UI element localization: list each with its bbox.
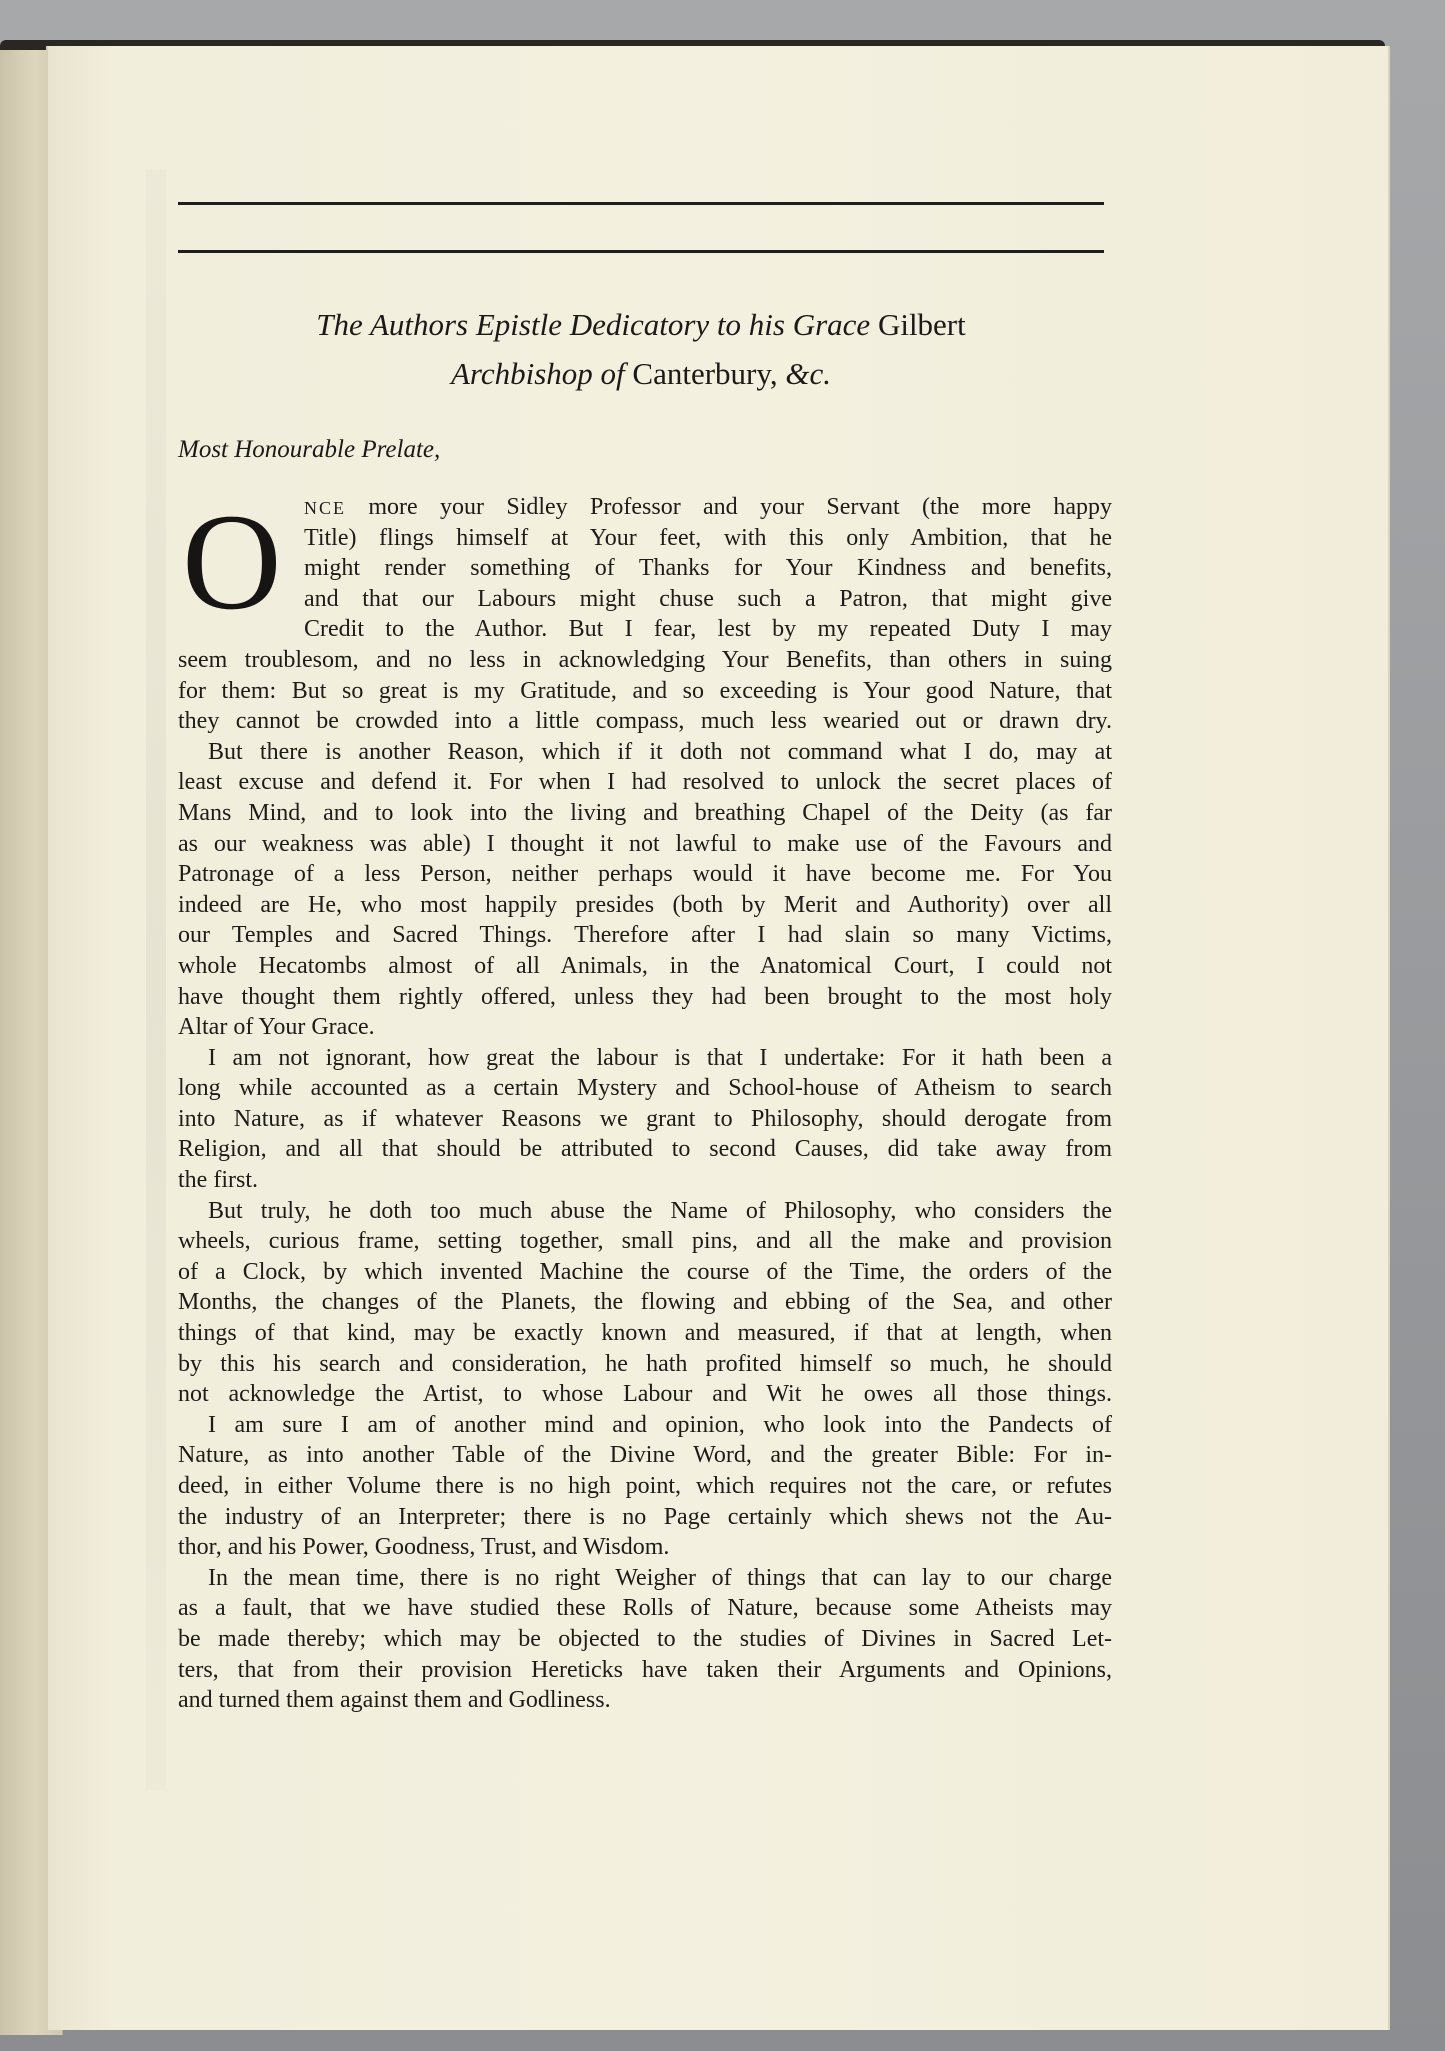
top-rule: [178, 202, 1104, 205]
text-line: the first.: [178, 1167, 258, 1194]
epistle-body: [178, 485, 1112, 1716]
text-line: But there is another Reason, which if it doth not command what I do, may at: [208, 738, 1112, 765]
text-line: and turned them against them and Godliness.: [178, 1687, 611, 1714]
text-line: Patronage of a less Person, neither perhaps would it have become me. For You: [178, 861, 1112, 888]
text-line: Months, the changes of the Planets, the flowing and ebbing of the Sea, and other: [178, 1289, 1112, 1316]
text-line: Title) flings himself at Your feet, with this only Ambition, that he: [304, 524, 1112, 551]
second-rule: [178, 250, 1104, 253]
text-line: not acknowledge the Artist, to whose Labour and Wit he owes all those things.: [178, 1381, 1112, 1408]
title-roman-2: Canterbury,: [632, 356, 778, 391]
title-italic-2a: Archbishop of: [451, 356, 625, 391]
text-line-1: [304, 492, 1112, 523]
text-line: might render something of Thanks for Your Kindness and benefits,: [304, 555, 1112, 582]
text-line: But truly, he doth too much abuse the Name of Philosophy, who considers the: [208, 1197, 1112, 1224]
title-line-1: [178, 300, 1104, 349]
text-line: our Temples and Sacred Things. Therefore after I had slain so many Victims,: [178, 922, 1112, 949]
show-through-shadow: [146, 170, 166, 1790]
title-roman-1: Gilbert: [877, 307, 966, 342]
text-line: the industry of an Interpreter; there is no Page certainly which shews not the Au-: [178, 1503, 1112, 1530]
text-line-1-rest: more your Sidley Professor and your Servant (the more happy: [346, 494, 1112, 520]
text-line: In the mean time, there is no right Weigher of things that can lay to our charge: [208, 1564, 1112, 1591]
title-italic-2b: &c.: [785, 356, 831, 391]
text-line: have thought them rightly offered, unless they had been brought to the most holy: [178, 983, 1112, 1010]
text-line: Altar of Your Grace.: [178, 1014, 375, 1041]
text-line: thor, and his Power, Goodness, Trust, and Wisdom.: [178, 1534, 670, 1561]
text-line: least excuse and defend it. For when I had resolved to unlock the secret places of: [178, 769, 1112, 796]
text-line: Nature, as into another Table of the Divine Word, and the greater Bible: For in-: [178, 1442, 1112, 1469]
text-line: indeed are He, who most happily presides (both by Merit and Authority) over all: [178, 891, 1112, 918]
text-line: seem troublesom, and no less in acknowledging Your Benefits, than others in suing: [178, 646, 1112, 673]
text-line: I am sure I am of another mind and opinion, who look into the Pandects of: [208, 1411, 1112, 1438]
first-word-smallcaps: NCE: [304, 498, 346, 518]
text-line: of a Clock, by which invented Machine the course of the Time, the orders of the: [178, 1258, 1112, 1285]
text-line: into Nature, as if whatever Reasons we grant to Philosophy, should derogate from: [178, 1105, 1112, 1132]
salutation: Most Honourable Prelate,: [178, 436, 441, 463]
text-line: deed, in either Volume there is no high point, which requires not the care, or refutes: [178, 1473, 1112, 1499]
text-line: by this his search and consideration, he hath profited himself so much, he should: [178, 1350, 1112, 1377]
text-line: and that our Labours might chuse such a Patron, that might give: [304, 585, 1112, 612]
page-title: [178, 300, 1104, 398]
text-line: for them: But so great is my Gratitude, and so exceeding is Your good Nature, that: [178, 677, 1112, 704]
text-line: things of that kind, may be exactly known and measured, if that at length, when: [178, 1320, 1112, 1347]
title-italic-1: The Authors Epistle Dedicatory to his Grace: [316, 307, 871, 342]
text-line: as a fault, that we have studied these Rolls of Nature, because some Atheists may: [178, 1595, 1112, 1622]
text-line: be made thereby; which may be objected to the studies of Divines in Sacred Let-: [178, 1625, 1112, 1652]
text-line: Mans Mind, and to look into the living and breathing Chapel of the Deity (as far: [178, 799, 1112, 826]
text-line: they cannot be crowded into a little compass, much less wearied out or drawn dry.: [178, 708, 1112, 735]
text-line: Religion, and all that should be attributed to second Causes, did take away from: [178, 1136, 1112, 1163]
text-line: ters, that from their provision Hereticks have taken their Arguments and Opinions,: [178, 1656, 1112, 1683]
text-line: Credit to the Author. But I fear, lest by my repeated Duty I may: [304, 616, 1112, 643]
text-line: wheels, curious frame, setting together, small pins, and all the make and provision: [178, 1228, 1112, 1255]
text-line: long while accounted as a certain Mystery and School-house of Atheism to search: [178, 1075, 1112, 1102]
text-line: as our weakness was able) I thought it not lawful to make use of the Favours and: [178, 830, 1112, 857]
text-line: I am not ignorant, how great the labour is that I undertake: For it hath been a: [208, 1044, 1112, 1071]
text-line: whole Hecatombs almost of all Animals, in the Anatomical Court, I could not: [178, 952, 1112, 979]
title-line-2: [178, 349, 1104, 398]
drop-capital: O: [182, 485, 282, 638]
